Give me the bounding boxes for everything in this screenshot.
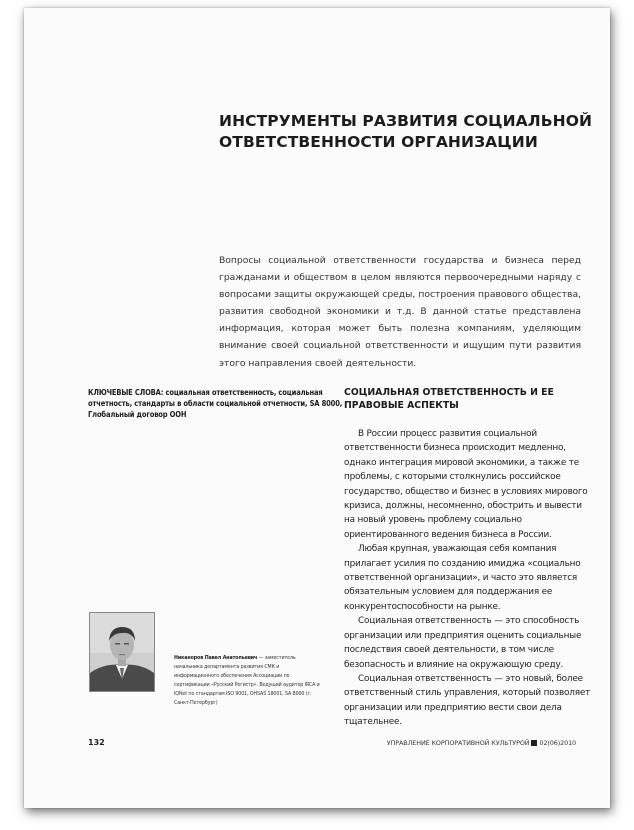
journal-name: УПРАВЛЕНИЕ КОРПОРАТИВНОЙ КУЛЬТУРОЙ <box>386 739 530 747</box>
author-bio: — заместитель начальника департамента развития СМК и информационного обеспечения Ассоциации по сертификации «Русский Регистр». Ведущий аудитор IRCA и IQNet по стандартам ISO 9001, OHSAS 18001, SA 8000 (г. Санкт-Петербург) <box>174 655 320 706</box>
author-name: Никаноров Павел Анатольевич <box>174 655 258 661</box>
body-paragraph: В России процесс развития социальной ответственности бизнеса происходит медленно, однако интеграция мировой экономики, а также те проблемы, с которыми столкнулись российское государство, общество и бизнес в условиях мирового кризиса, должны, несомненно, обострить и вывести на новый уровень проблему социально ориентированного ведения бизнеса в России. <box>344 429 588 540</box>
keywords-block <box>88 387 350 420</box>
article-lead: Вопросы социальной ответственности государства и бизнеса перед гражданами и обществом в целом являются первоочередными наряду с вопросами защиты окружающей среды, построения правового общества, развития свободной экономики и т.д. В данной статье представлена информация, которая может быть полезна компаниям, уделяющим внимание своей социальной ответственности и ищущим пути развития этого направления своей деятельности. <box>219 255 581 369</box>
author-photo <box>89 612 155 692</box>
section-heading <box>344 386 589 412</box>
keywords-label: КЛЮЧЕВЫЕ СЛОВА: <box>88 388 164 397</box>
article-body <box>344 427 591 730</box>
keywords-text: социальная ответственность, социальная отчетность, стандарты в области социальной отчетности, SA 8000, Глобальный договор ООН <box>88 388 343 419</box>
author-info <box>174 654 324 708</box>
author-portrait-icon <box>90 613 154 691</box>
article-title <box>219 111 599 153</box>
body-paragraph: Социальная ответственность — это способность организации или предприятия оценить социальные последствия своей деятельности, в том числе безопасность и влияние на окружающую среду. <box>344 616 582 670</box>
section-heading-line-1: СОЦИАЛЬНАЯ ОТВЕТСТВЕННОСТЬ И ЕЕ <box>344 387 554 398</box>
magazine-page <box>24 8 610 808</box>
article-title-line-1: ИНСТРУМЕНТЫ РАЗВИТИЯ СОЦИАЛЬНОЙ <box>219 112 593 130</box>
section-heading-line-2: ПРАВОВЫЕ АСПЕКТЫ <box>344 400 459 411</box>
body-paragraph: Социальная ответственность — это новый, более ответственный стиль управления, который позволяет организации или предприятию вести свои дела тщательнее. <box>344 673 591 728</box>
journal-footer <box>387 739 576 747</box>
journal-issue: 02(06)2010 <box>539 739 576 747</box>
square-bullet-icon <box>531 740 537 746</box>
page-number: 132 <box>88 738 105 747</box>
article-title-line-2: ОТВЕТСТВЕННОСТИ ОРГАНИЗАЦИИ <box>219 133 538 151</box>
body-paragraph: Любая крупная, уважающая себя компания прилагает усилия по созданию имиджа «социально ответственной организации», и часто это является обязательным условием для поддержания ее конкурентоспособности на рынке. <box>344 544 581 612</box>
